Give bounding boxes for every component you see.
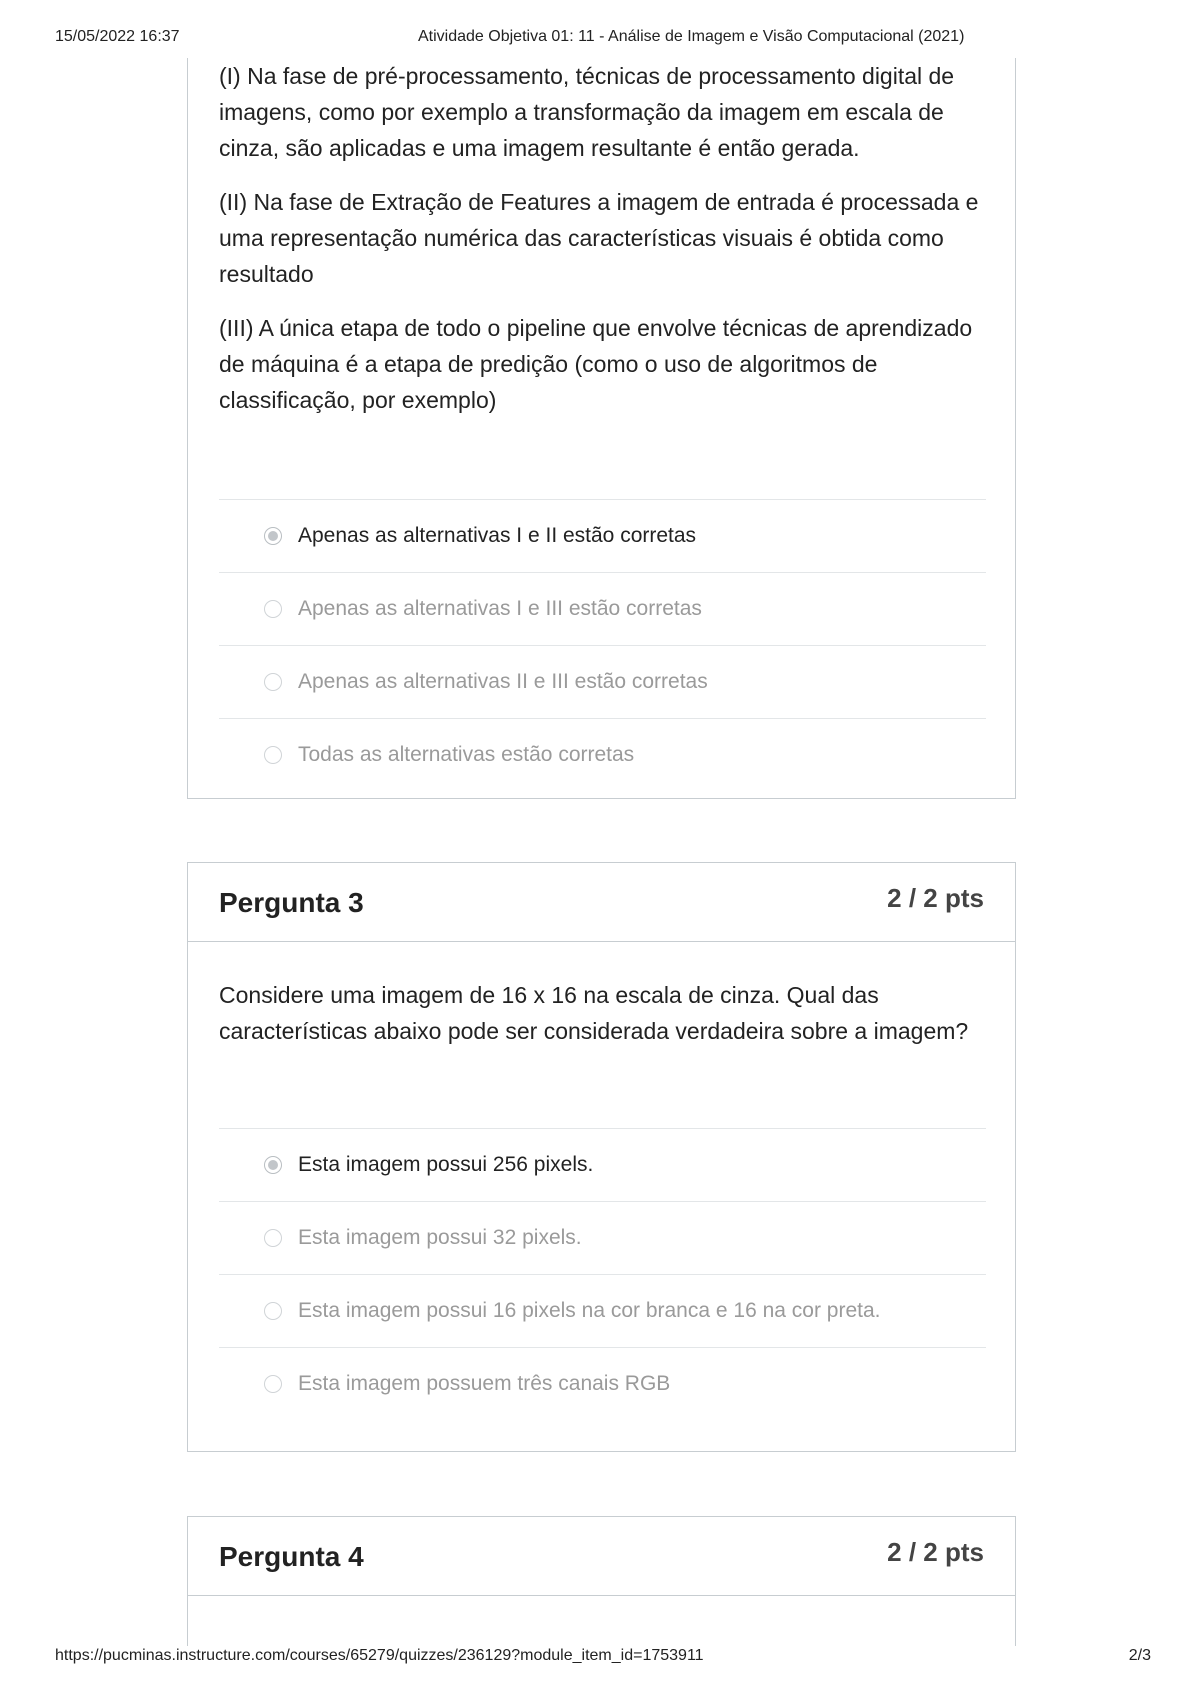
question-2-statements <box>219 58 999 436</box>
statement-3: (III) A única etapa de todo o pipeline que envolve técnicas de aprendizado de máquina é a etapa de predição (como o uso de algoritmos de classificação, por exemplo) <box>219 315 973 413</box>
answer-option[interactable] <box>219 719 986 791</box>
answer-option[interactable] <box>219 1129 986 1202</box>
question-4-header <box>188 1517 1015 1596</box>
radio-icon[interactable] <box>264 1302 282 1320</box>
radio-icon[interactable] <box>264 1375 282 1393</box>
question-text: Considere uma imagem de 16 x 16 na escala de cinza. Qual das características abaixo pode ser considerada verdadeira sobre a imagem? <box>219 982 969 1044</box>
question-2-answers <box>219 499 986 791</box>
question-3-answers <box>219 1128 986 1420</box>
question-2-card <box>187 58 1016 799</box>
answer-option[interactable] <box>219 573 986 646</box>
radio-icon[interactable] <box>264 673 282 691</box>
print-page-title: Atividade Objetiva 01: 11 - Análise de Imagem e Visão Computacional (2021) <box>418 28 965 45</box>
answer-option[interactable] <box>219 500 986 573</box>
radio-selected-icon[interactable] <box>264 1156 282 1174</box>
answer-label: Esta imagem possui 256 pixels. <box>298 1153 594 1176</box>
question-title: Pergunta 3 <box>219 887 364 918</box>
answer-label: Todas as alternativas estão corretas <box>298 743 635 766</box>
answer-label: Esta imagem possui 32 pixels. <box>298 1226 582 1249</box>
answer-label: Esta imagem possuem três canais RGB <box>298 1372 671 1395</box>
question-3-header <box>188 863 1015 942</box>
question-points: 2 / 2 pts <box>887 883 984 913</box>
print-datetime: 15/05/2022 16:37 <box>55 28 180 45</box>
radio-icon[interactable] <box>264 746 282 764</box>
statement-1: (I) Na fase de pré-processamento, técnicas de processamento digital de imagens, como por exemplo a transformação da imagem em escala de cinza, são aplicadas e uma imagem resultante é então gerada. <box>219 63 955 161</box>
radio-icon[interactable] <box>264 600 282 618</box>
answer-option[interactable] <box>219 1348 986 1420</box>
answer-label: Apenas as alternativas I e III estão corretas <box>298 597 702 620</box>
answer-label: Apenas as alternativas II e III estão corretas <box>298 670 708 693</box>
radio-icon[interactable] <box>264 1229 282 1247</box>
question-3-card <box>187 862 1016 1452</box>
question-4-card <box>187 1516 1016 1646</box>
radio-selected-icon[interactable] <box>264 527 282 545</box>
question-points: 2 / 2 pts <box>887 1537 984 1567</box>
answer-option[interactable] <box>219 646 986 719</box>
question-title: Pergunta 4 <box>219 1541 364 1572</box>
answer-label: Apenas as alternativas I e II estão corretas <box>298 524 697 547</box>
answer-option[interactable] <box>219 1202 986 1275</box>
answer-label: Esta imagem possui 16 pixels na cor branca e 16 na cor preta. <box>298 1299 881 1322</box>
print-page-number: 2/3 <box>1128 1647 1151 1664</box>
answer-option[interactable] <box>219 1275 986 1348</box>
statement-2: (II) Na fase de Extração de Features a imagem de entrada é processada e uma representação numérica das características visuais é obtida como resultado <box>219 189 979 287</box>
print-url: https://pucminas.instructure.com/courses/65279/quizzes/236129?module_item_id=1753911 <box>55 1647 704 1664</box>
